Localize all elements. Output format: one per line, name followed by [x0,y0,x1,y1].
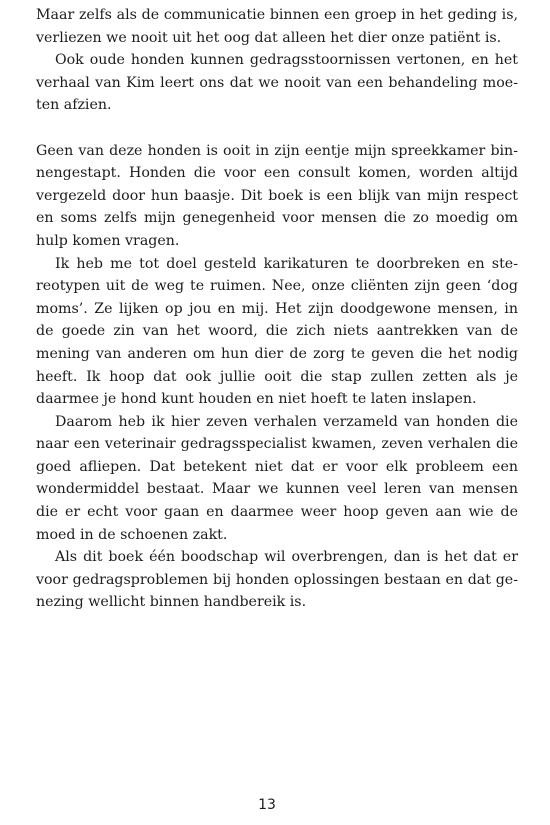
paragraph-6: Als dit boek één boodschap wil overbrengen, dan is het dat er voor gedragsproblemen bij honden oplossingen bestaan en dat genezing wellicht binnen handbereik is. [36,549,518,611]
paragraph-1: Maar zelfs als de communicatie binnen een groep in het geding is, verliezen we nooit uit het oog dat alleen het dier onze patiënt is. [36,7,518,46]
paragraph-5: Daarom heb ik hier zeven verhalen verzameld van honden die naar een veterinair gedragsspecialist kwamen, zeven verhalen die goed afliepen. Dat betekent niet dat er voor elk probleem een wondermiddel bestaat. Maar we kunnen veel leren van mensen die er echt voor gaan en daarmee weer hoop geven aan wie de moed in de schoenen zakt. [36,413,518,543]
paragraph-2: Ook oude honden kunnen gedragsstoornissen vertonen, en het verhaal van Kim leert ons dat we nooit van een behandeling moeten afzien. [36,52,518,114]
body-text [36,0,518,614]
paragraph-4: Ik heb me tot doel gesteld karikaturen te doorbreken en stereotypen uit de weg te ruimen. Nee, onze cliënten zijn geen ‘dog moms’. Ze lijken op jou en mij. Het zijn doodgewone mensen, in de goede zin van het woord, die zich niets aantrekken van de mening van anderen om hun dier de zorg te geven die het nodig heeft. Ik hoop dat ook jullie ooit die stap zullen zetten als je daarmee je hond kunt houden en niet hoeft te laten inslapen. [36,255,518,408]
book-page [36,0,518,825]
page-number: 13 [258,797,276,813]
paragraph-3: Geen van deze honden is ooit in zijn eentje mijn spreekkamer binnengestapt. Honden die voor een consult komen, worden altijd vergezeld door hun baasje. Dit boek is een blijk van mijn respect en soms zelfs mijn genegenheid voor mensen die zo moedig om hulp komen vragen. [36,142,518,249]
